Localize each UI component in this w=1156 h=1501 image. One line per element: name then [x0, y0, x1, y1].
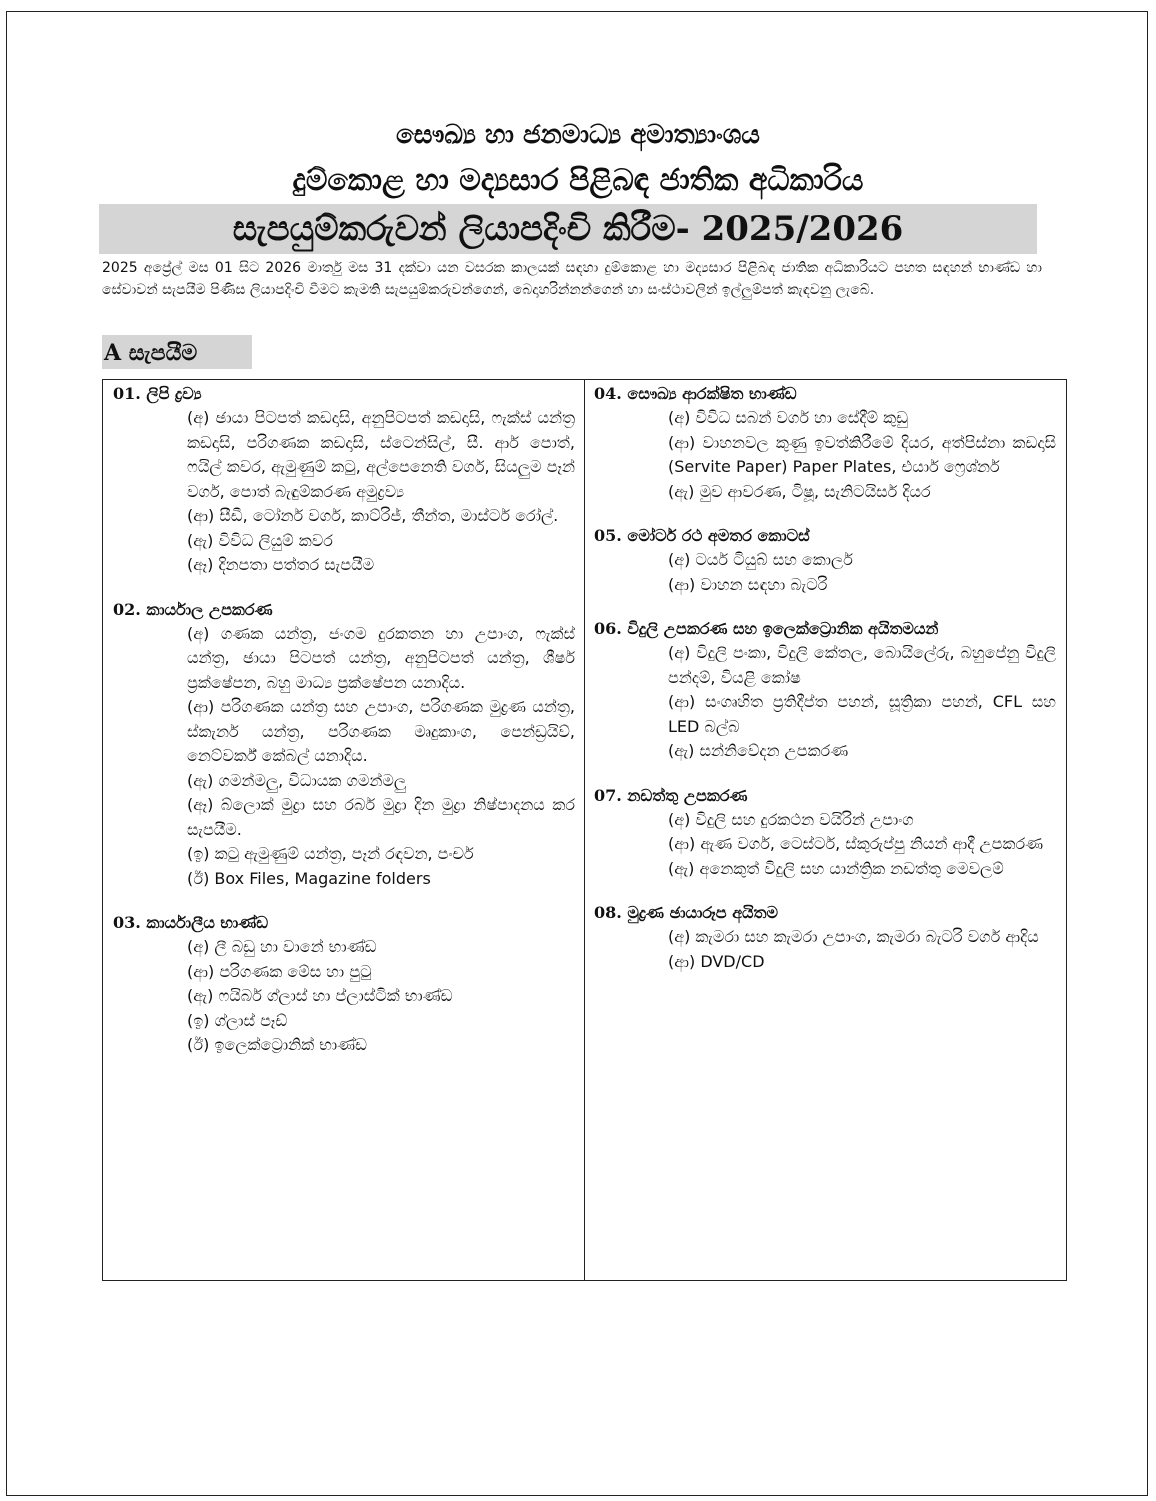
category-item: (ආ) පරිගණක යන්ත්‍ර සහ උපාංග, පරිගණක මුද්‍රණ යන්ත්‍ර, ස්කැනර් යන්ත්‍ර, පරිගණක මෘදුකාංග, පෙන්ඩ්‍රයිව්, නෙට්වර්ක් කේබල් යනාදිය. [187, 697, 575, 765]
category-item: (ආ) පරිගණක මේස හා පුටු [187, 961, 372, 981]
category-item: (අ) ගණක යන්ත්‍ර, ජංගම දුරකතන හා උපාංග, ෆැක්ස් යන්ත්‍ර, ඡායා පිටපත් යන්ත්‍ර, අනුපිටපත් යන්ත්‍ර, ශීර්ෂ ප්‍රක්ෂේපන, බහු මාධ්‍ය ප්‍රක්ෂේපන යනාදිය. [187, 623, 575, 692]
category-block [594, 619, 1056, 764]
category-title: මෝටර් රථ අමතර කොටස් [627, 526, 810, 545]
category-heading [113, 384, 575, 404]
category-item: (ඇ) මුව ආවරණ, ටිෂූ, සැනිටයිසර් දියර [668, 481, 931, 501]
category-heading [113, 600, 575, 620]
category-title: සෞඛ්‍ය ආරක්ෂිත භාණ්ඩ [627, 384, 797, 403]
category-block [113, 913, 575, 1058]
category-number: 08. [594, 903, 622, 922]
category-item: (ඇ) ගමන්මලු, විධායක ගමන්මලු [187, 770, 407, 790]
category-title: නඩත්තු උපකරණ [627, 785, 748, 805]
category-title: විදුලි උපකරණ සහ ඉලෙක්ට්‍රොනික අයිතමයන් [627, 619, 939, 638]
category-item: (අ) කැමරා සහ කැමරා උපාංග, කැමරා බැටරි වර්ග ආදිය [668, 927, 1039, 946]
category-number: 04. [594, 384, 622, 403]
category-block [594, 384, 1056, 504]
category-item: (ඇ) අනෙකුත් විදුලි සහ යාන්ත්‍රික නඩත්තු මෙවලම් [668, 858, 1004, 878]
category-item: (ආ) සීඩී, ටෝනර් වර්ග, කාට්රිජ්, තීන්ත, මාස්ටර් රෝල්. [187, 506, 559, 525]
category-item: (ආ) සංගෘහිත ප්‍රතිදීප්ත පහන්, සූත්‍රිකා පහන්, CFL සහ LED බල්බ [668, 692, 1056, 736]
category-item: (අ) ලී බඩු හා වානේ භාණ්ඩ [187, 937, 377, 956]
category-block [113, 384, 575, 578]
category-item: (අ) විවිධ සබන් වර්ග හා සේදීම් කුඩු [668, 408, 908, 427]
category-heading [594, 526, 1056, 546]
ministry-name: සෞඛ්‍ය හා ජනමාධ්‍ය අමාත්‍යාංශය [396, 120, 760, 150]
category-item: (ඇ) විවිධ ලියුම් කවර [187, 530, 333, 550]
category-block [594, 786, 1056, 882]
category-item: (අ) ඡායා පිටපත් කඩදාසි, අනුපිටපත් කඩදාසි, ෆැක්ස් යන්ත්‍ර කඩදාසි, පරිගණක කඩදාසි, ස්ටෙන්සිල්, සී. ආර් පොත්, ෆයිල් කවර, ඇමුණුම් කටු, අල්පෙනෙති වර්ග, සියලුම පෑන් වර්ග, පොත් බැඳුම්කරණ අමුද්‍රව්‍ය [187, 408, 575, 501]
category-item: (අ) විදුලි සහ දුරකථන වයිරින් උපාංග [668, 809, 914, 829]
category-number: 01. [113, 384, 141, 403]
category-heading [594, 619, 1056, 639]
column-divider [584, 379, 585, 1281]
category-item: (ඇ) සන්නිවේදන උපකරණ [668, 741, 849, 760]
right-column [594, 384, 1056, 974]
authority-name: දුම්කොළ හා මද්‍යසාර පිළිබඳ ජාතික අධිකාරිය [292, 163, 864, 198]
category-spacer [113, 891, 575, 913]
category-number: 02. [113, 599, 141, 619]
category-number: 05. [594, 526, 622, 545]
category-number: 06. [594, 619, 622, 638]
category-title: මුද්‍රණ ඡායාරූප අයිතම [627, 903, 779, 922]
category-item: (ආ) වාහන සඳහා බැටරි [668, 574, 828, 594]
category-item: (අ) විදුලි පංකා, විදුලි කේතල, බොයිලේරු, බහුපේනු විදුලි පන්දම්, වියළි කෝෂ [668, 643, 1056, 687]
category-item: (ඊ) Box Files, Magazine folders [187, 868, 431, 888]
category-block [594, 903, 1056, 974]
section-heading [102, 335, 252, 369]
category-title: කාර්යාල උපකරණ [146, 599, 273, 619]
category-spacer [113, 578, 575, 600]
document-title: සැපයුම්කරුවන් ලියාපදිංචි කිරීම- 2025/2026 [232, 209, 904, 249]
category-item: (ඉ) කටු ඇමුණුම් යන්ත්‍ර, පෑන් රඳවන, පංචර් [187, 844, 474, 863]
left-column [113, 384, 575, 1058]
category-item: (ආ) DVD/CD [668, 951, 765, 971]
category-heading [113, 913, 575, 933]
category-item: (ඈ) දිනපතා පත්තර සැපයීම [187, 555, 375, 574]
document-title-band [99, 204, 1037, 254]
category-heading [594, 384, 1056, 404]
category-spacer [594, 881, 1056, 903]
intro-paragraph: 2025 අප්‍රේල් මස 01 සිට 2026 මාර්තු මස 31 දක්වා යන වසරක කාලයක් සඳහා දුම්කොළ හා මද්‍යසාර පිළිබඳ ජාතික අධිකාරියට පහත සඳහන් භාණ්ඩ හා සේවාවන් සැපයීම පිණිස ලියාපදිංචි වීමට කැමති සැපයුම්කරුවන්ගෙන්, බෙදාහරින්නන්ගෙන් හා සංස්ථාවලින් ඉල්ලුම්පත් කැඳවනු ලැබේ. [102, 260, 1043, 298]
category-spacer [594, 504, 1056, 526]
category-block [113, 600, 575, 892]
category-number: 03. [113, 913, 141, 932]
category-item: (ඉ) ග්ලාස් පෑඩ් [187, 1010, 288, 1030]
category-item: (ආ) වාහනවල කුණු ඉවත්කිරීමේ දියර, අත්පිස්නා කඩදාසි (Servite Paper) Paper Plates, එයාර් ෆ්‍රෙශ්නර් [668, 432, 1056, 476]
category-heading [594, 903, 1056, 923]
category-title: ලිපි ද්‍රව්‍ය [146, 384, 202, 403]
category-title: කාර්යාලීය භාණ්ඩ [146, 913, 269, 932]
category-item: (ඇ) ෆයිබර් ග්ලාස් හා ප්ලාස්ටික් භාණ්ඩ [187, 986, 453, 1005]
category-item: (ඈ) බ්ලොක් මුද්‍රා සහ රබර් මුද්‍රා දින මුද්‍රා නිෂ්පාදනය කර සැපයීම. [187, 795, 575, 839]
category-heading [594, 786, 1056, 806]
section-heading-label: A සැපයීම [104, 340, 198, 366]
category-spacer [594, 764, 1056, 786]
category-spacer [594, 597, 1056, 619]
category-item: (අ) ටයර් ටියුබ් සහ කොලර් [668, 550, 853, 569]
category-block [594, 526, 1056, 597]
category-item: (ආ) ඇණ වර්ග, ටෙස්ටර්, ස්කුරුප්පු නියන් ආදී උපකරණ [668, 834, 1044, 853]
category-item: (ඊ) ඉලෙක්ට්‍රොනික් භාණ්ඩ [187, 1035, 367, 1054]
category-number: 07. [594, 785, 622, 805]
